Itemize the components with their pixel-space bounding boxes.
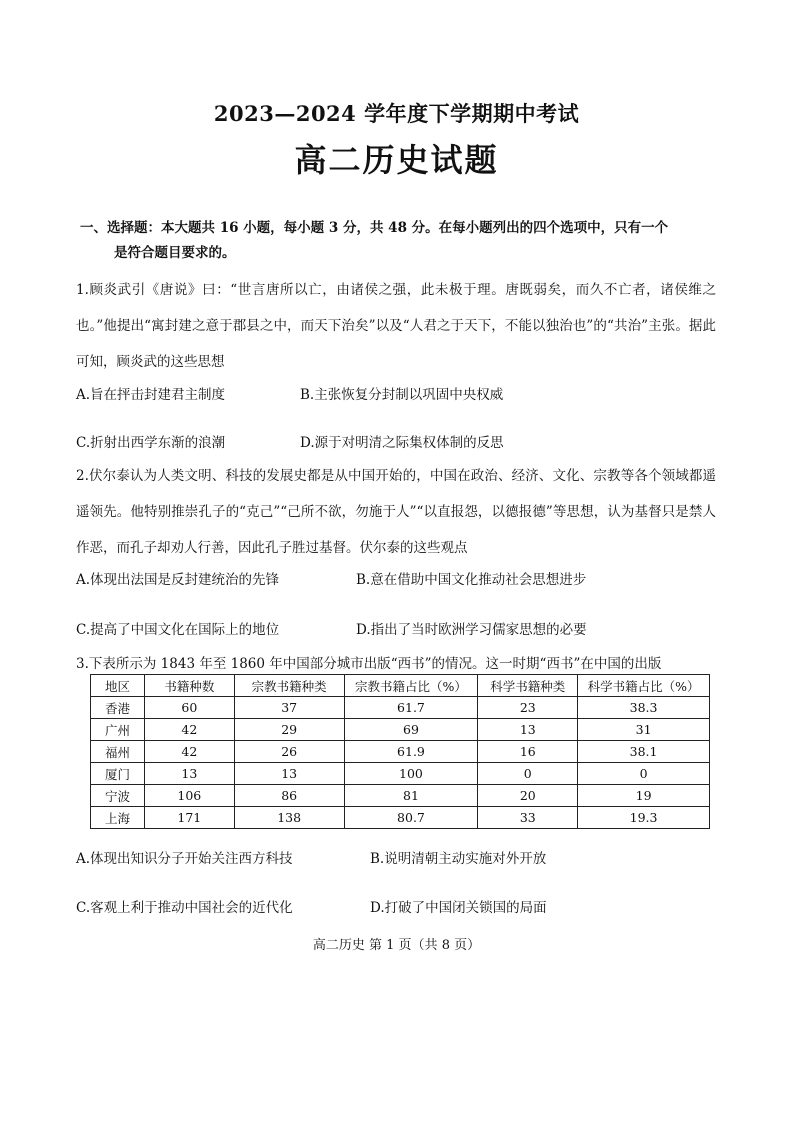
table-cell: 42	[144, 719, 234, 741]
question-3-stem: 3.下表所示为 1843 年至 1860 年中国部分城市出版“西书”的情况。这一时期“西书”在中国的出版	[76, 656, 662, 672]
table-cell: 31	[578, 719, 710, 741]
question-2-option-d[interactable]: D.指出了当时欧洲学习儒家思想的必要	[356, 622, 587, 638]
table-header-row	[91, 675, 710, 697]
table-cell: 80.7	[344, 807, 478, 829]
west-books-table	[90, 674, 710, 829]
table-cell: 19.3	[578, 807, 710, 829]
table-header-cell: 科学书籍种类	[478, 675, 578, 697]
table-cell: 38.3	[578, 697, 710, 719]
table-cell: 厦门	[91, 763, 145, 785]
table-row	[91, 741, 710, 763]
table-cell: 60	[144, 697, 234, 719]
table-cell: 37	[234, 697, 344, 719]
table-cell: 33	[478, 807, 578, 829]
table-row	[91, 807, 710, 829]
table-cell: 42	[144, 741, 234, 763]
question-1-option-c[interactable]: C.折射出西学东渐的浪潮	[76, 435, 226, 451]
table-cell: 138	[234, 807, 344, 829]
table-row	[91, 785, 710, 807]
table-cell: 171	[144, 807, 234, 829]
table-cell: 26	[234, 741, 344, 763]
table-cell: 13	[478, 719, 578, 741]
table-cell: 19	[578, 785, 710, 807]
table-cell: 100	[344, 763, 478, 785]
question-2-option-a[interactable]: A.体现出法国是反封建统治的先锋	[76, 572, 280, 588]
table-cell: 86	[234, 785, 344, 807]
question-3-option-b[interactable]: B.说明清朝主动实施对外开放	[370, 851, 547, 867]
table-cell: 13	[234, 763, 344, 785]
table-cell: 0	[478, 763, 578, 785]
table-header-cell: 地区	[91, 675, 145, 697]
table-cell: 23	[478, 697, 578, 719]
table-cell: 81	[344, 785, 478, 807]
table-cell: 广州	[91, 719, 145, 741]
question-1-option-a[interactable]: A.旨在抨击封建君主制度	[76, 387, 226, 403]
table-cell: 61.9	[344, 741, 478, 763]
table-cell: 38.1	[578, 741, 710, 763]
table-cell: 0	[578, 763, 710, 785]
question-3-option-c[interactable]: C.客观上利于推动中国社会的近代化	[76, 900, 293, 916]
table-cell: 宁波	[91, 785, 145, 807]
question-2-option-c[interactable]: C.提高了中国文化在国际上的地位	[76, 622, 280, 638]
table-cell: 69	[344, 719, 478, 741]
table-header-cell: 科学书籍占比（%）	[578, 675, 710, 697]
section-line-2: 是符合题目要求的。	[114, 245, 236, 261]
question-2-option-b[interactable]: B.意在借助中国文化推动社会思想进步	[356, 572, 587, 588]
table-cell: 61.7	[344, 697, 478, 719]
subject-title: 高二历史试题	[294, 141, 499, 179]
table-cell: 福州	[91, 741, 145, 763]
table-row	[91, 719, 710, 741]
question-3-option-a[interactable]: A.体现出知识分子开始关注西方科技	[76, 851, 293, 867]
table-row	[91, 763, 710, 785]
exam-title: 2023—2024 学年度下学期期中考试	[213, 101, 580, 126]
table-header-cell: 宗教书籍种类	[234, 675, 344, 697]
section-instructions	[80, 216, 720, 266]
table-cell: 13	[144, 763, 234, 785]
table-cell: 16	[478, 741, 578, 763]
table-cell: 29	[234, 719, 344, 741]
table-cell: 106	[144, 785, 234, 807]
table-cell: 20	[478, 785, 578, 807]
section-line-1: 一、选择题：本大题共 16 小题，每小题 3 分，共 48 分。在每小题列出的四个选项中，只有一个	[80, 220, 669, 236]
question-2-stem: 2.伏尔泰认为人类文明、科技的发展史都是从中国开始的，中国在政治、经济、文化、宗教等各个领域都遥遥领先。他特别推崇孔子的“克己”“己所不欲，勿施于人”“以直报怨，以德报德”等思想，认为基督只是禁人作恶，而孔子却劝人行善，因此孔子胜过基督。伏尔泰的这些观点	[76, 468, 716, 556]
question-1-option-b[interactable]: B.主张恢复分封制以巩固中央权威	[300, 387, 504, 403]
table-header-cell: 书籍种数	[144, 675, 234, 697]
table-cell: 香港	[91, 697, 145, 719]
page-footer: 高二历史 第 1 页（共 8 页）	[312, 938, 481, 953]
table-header-cell: 宗教书籍占比（%）	[344, 675, 478, 697]
table-row	[91, 697, 710, 719]
question-1-option-d[interactable]: D.源于对明清之际集权体制的反思	[300, 435, 504, 451]
question-3-option-d[interactable]: D.打破了中国闭关锁国的局面	[370, 900, 547, 916]
question-1-stem: 1.顾炎武引《唐说》曰：“世言唐所以亡，由诸侯之强，此未极于理。唐既弱矣，而久不亡者，诸侯维之也。”他提出“寓封建之意于郡县之中，而天下治矣”以及“人君之于天下，不能以独治也”的“共治”主张。据此可知，顾炎武的这些思想	[76, 282, 716, 370]
table-cell: 上海	[91, 807, 145, 829]
